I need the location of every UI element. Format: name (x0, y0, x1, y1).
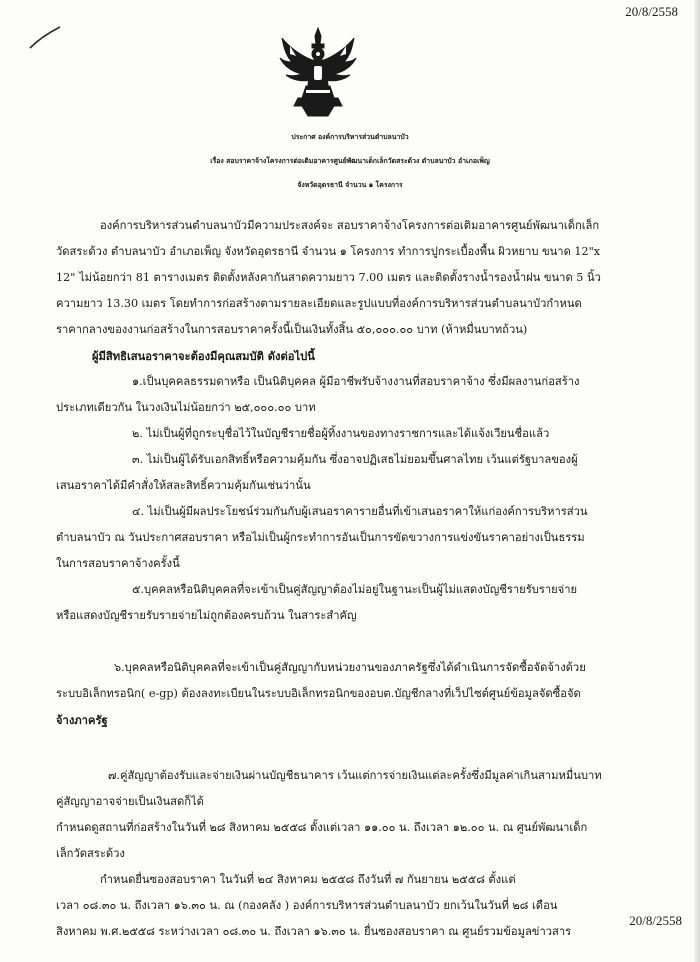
submission-line-2: เวลา ๐๘.๓๐ น. ถึงเวลา ๑๖.๓๐ น. ณ (กองคลัง ) องค์การบริหารส่วนตำบลนาบัว ยกเว้นในวันที่ ๒๘ เดือน (56, 899, 558, 912)
qualification-6-line-3: จ้างภาครัฐ (56, 713, 108, 727)
qualification-2: ๒. ไม่เป็นผู้ที่ถูกระบุชื่อไว้ในบัญชีรายชื่อผู้ทิ้งงานของทางราชการและได้แจ้งเวียนชื่อแล้ว (132, 427, 550, 440)
qualification-7-line-1: ๗.คู่สัญญาต้องรับและจ่ายเงินผ่านบัญชีธนาคาร เว้นแต่การจ่ายเงินแต่ละครั้งซึ่งมีมูลค่าเกินสามหมื่นบาท (108, 769, 602, 782)
qualification-5-line-2: หรือแสดงบัญชีรายรับรายจ่ายไม่ถูกต้องครบถ้วน ในสาระสำคัญ (56, 609, 357, 622)
site-visit-line-1: กำหนดดูสถานที่ก่อสร้างในวันที่ ๒๘ สิงหาคม ๒๕๕๘ ตั้งแต่เวลา ๑๑.๐๐ น. ถึงเวลา ๑๒.๐๐ น. ณ ศูนย์พัฒนาเด็ก (56, 821, 588, 834)
qualification-1-line-2: ประเภทเดียวกัน ในวงเงินไม่น้อยกว่า ๒๕,๐๐๐.๐๐ บาท (56, 401, 316, 414)
intro-line-2: วัดสระด้วง ตำบลนาบัว อำเภอเพ็ญ จังหวัดอุดรธานี จำนวน ๑ โครงการ ทำการปูกระเบื้องพื้น ผิวหยาบ ขนาด 12"x (56, 245, 601, 258)
date-stamp-top: 20/8/2558 (625, 4, 678, 19)
pen-stroke-mark (28, 24, 62, 52)
qualification-4-line-3: ในการสอบราคาจ้างครั้งนี้ (56, 557, 180, 570)
qualification-6-line-2: ระบบอิเล็กทรอนิก( e-gp) ต้องลงทะเบียนในระบบอิเล็กทรอนิกของอบต.บัญชีกลางที่เว็ปไซต์ศูนย์ข้อมูลจัดซื้อจัด (56, 687, 581, 700)
qualification-5-line-1: ๕.บุคคลหรือนิติบุคคลที่จะเข้าเป็นคู่สัญญาต้องไม่อยู่ในฐานะเป็นผู้ไม่แสดงบัญชีรายรับรายจ่าย (132, 583, 578, 596)
announcement-subject-cont: จังหวัดอุดรธานี จำนวน ๑ โครงการ (297, 181, 403, 189)
intro-line-4: ความยาว 13.30 เมตร โดยทำการก่อสร้างตามรายละเอียดและรูปแบบที่องค์การบริหารส่วนตำบลนาบัวกำหนด (56, 297, 582, 310)
garuda-emblem-icon (276, 26, 360, 118)
qualification-4-line-2: ตำบลนาบัว ณ วันประกาศสอบราคา หรือไม่เป็นผู้กระทำการอันเป็นการขัดขวางการแข่งขันราคาอย่างเป็นธรรม (56, 531, 585, 544)
qualification-7-line-2: คู่สัญญาอาจจ่ายเป็นเงินสดก็ได้ (56, 795, 204, 808)
intro-line-5: ราคากลางของงานก่อสร้างในการสอบราคาครั้งนี้เป็นเงินทั้งสิ้น ๕๐,๐๐๐.๐๐ บาท (ห้าหมื่นบาทถ้วน) (56, 323, 528, 336)
announcement-title: ประกาศ องค์การบริหารส่วนตำบลนาบัว (291, 133, 409, 141)
qualification-4-line-1: ๔. ไม่เป็นผู้มีผลประโยชน์ร่วมกันกับผู้เสนอราคารายอื่นที่เข้าเสนอราคาให้แก่องค์การบริหารส่วน (132, 505, 588, 518)
qualification-1-line-1: ๑.เป็นบุคคลธรรมดาหรือ เป็นนิติบุคคล ผู้มีอาชีพรับจ้างงานที่สอบราคาจ้าง ซึ่งมีผลงานก่อสร้าง (132, 375, 580, 388)
qualifications-heading: ผู้มีสิทธิเสนอราคาจะต้องมีคุณสมบัติ ดังต่อไปนี้ (92, 349, 315, 363)
submission-line-1: กำหนดยื่นซองสอบราคา ในวันที่ ๒๔ สิงหาคม ๒๕๕๘ ถึงวันที่ ๗ กันยายน ๒๕๕๘ ตั้งแต่ (100, 873, 516, 886)
site-visit-line-2: เล็กวัดสระด้วง (56, 847, 125, 860)
qualification-6-line-1: ๖.บุคคลหรือนิติบุคคลที่จะเข้าเป็นคู่สัญญากับหน่วยงานของภาครัฐซึ่งได้ดำเนินการจัดซื้อจัดจ้างด้วย (114, 661, 586, 674)
date-stamp-bottom: 20/8/2558 (629, 913, 682, 928)
qualification-3-line-1: ๓. ไม่เป็นผู้ได้รับเอกสิทธิ์หรือความคุ้มกัน ซึ่งอาจปฏิเสธไม่ยอมขึ้นศาลไทย เว้นแต่รัฐบาลของผู้ (132, 453, 578, 466)
intro-line-3: 12" ไม่น้อยกว่า 81 ตารางเมตร ติดตั้งหลังคากันสาดความยาว 7.00 เมตร และติดตั้งรางน้ำรองน้ำฝน ขนาด 5 นิ้ว (56, 271, 601, 284)
announcement-subject: เรื่อง สอบราคาจ้างโครงการต่อเติมอาคารศูนย์พัฒนาเด็กเล็กวัดสระด้วง ตำบลนาบัว อำเภอเพ็ญ (210, 157, 490, 165)
intro-line-1: องค์การบริหารส่วนตำบลนาบัวมีความประสงค์จะ สอบราคาจ้างโครงการต่อเติมอาคารศูนย์พัฒนาเด็กเล็ก (100, 219, 600, 232)
submission-line-3: สิงหาคม พ.ศ.๒๕๕๘ ระหว่างเวลา ๐๘.๓๐ น. ถึงเวลา ๑๖.๓๐ น. ยื่นซองสอบราคา ณ ศูนย์รวมข้อมูลข่าวสาร (56, 925, 572, 938)
qualification-3-line-2: เสนอราคาได้มีคำสั่งให้สละสิทธิ์ความคุ้มกันเช่นว่านั้น (56, 479, 311, 492)
